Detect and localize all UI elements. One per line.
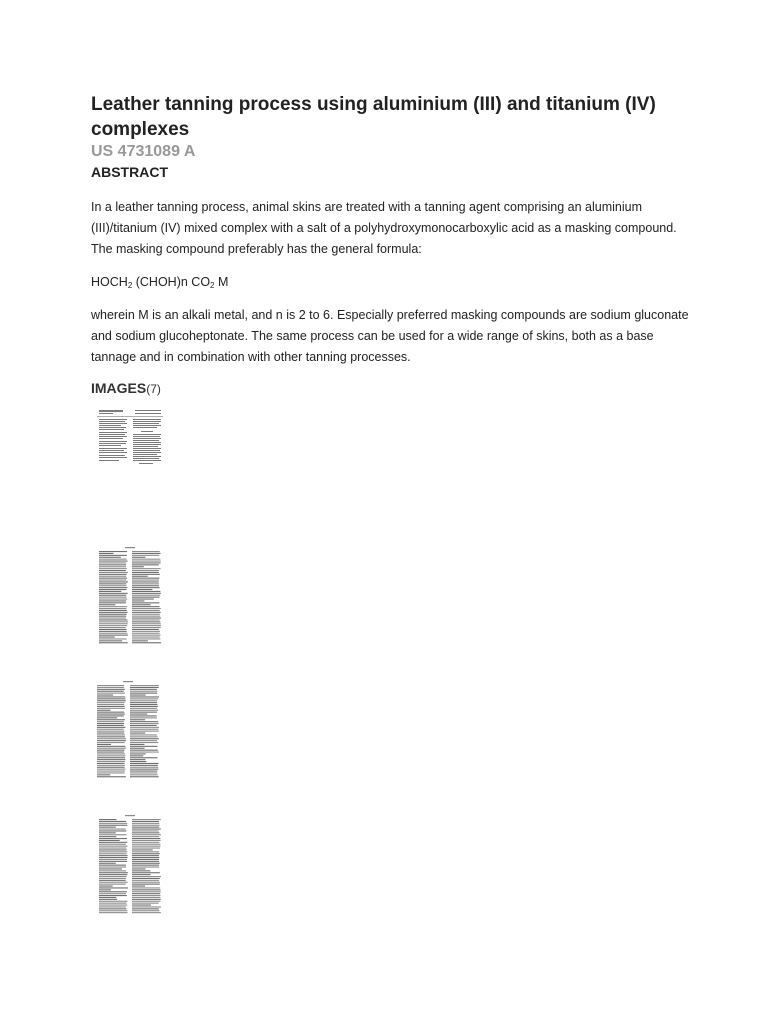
- patent-page-2-thumbnail[interactable]: [98, 546, 162, 646]
- page-text-image: [98, 546, 162, 646]
- formula-part: (CHOH)n CO: [132, 275, 211, 289]
- document-title: Leather tanning process using aluminium (III) and titanium (IV) complexes: [91, 94, 656, 140]
- page-text-image: [96, 680, 160, 780]
- images-heading-label: IMAGES: [91, 380, 147, 396]
- patent-page-3-thumbnail[interactable]: [96, 680, 160, 780]
- chemical-formula: [91, 272, 691, 293]
- images-heading: [91, 378, 691, 399]
- formula-subscript: 2: [127, 281, 133, 290]
- patent-page-1-thumbnail[interactable]: [97, 408, 163, 466]
- abstract-paragraph: wherein M is an alkali metal, and n is 2 to 6. Especially preferred masking compounds are sodium gluconate and sodium glucoheptonate. The same process can be used for a wide range of skins, both as a base tannage and in combination with other tanning processes.: [91, 308, 689, 364]
- formula-part: M: [214, 275, 229, 289]
- abstract-heading: ABSTRACT: [91, 164, 168, 180]
- images-count: (7): [146, 382, 161, 396]
- page-text-image: [98, 814, 162, 916]
- front-page-image: [97, 408, 163, 466]
- patent-number: US 4731089 A: [91, 143, 196, 160]
- formula-subscript: 2: [210, 281, 215, 290]
- patent-document: [91, 92, 691, 399]
- abstract-paragraph: In a leather tanning process, animal skins are treated with a tanning agent comprising an aluminium (III)/titanium (IV) mixed complex with a salt of a polyhydroxymonocarboxylic acid as a masking compound. The masking compound preferably has the general formula:: [91, 200, 677, 256]
- formula-part: HOCH: [91, 275, 128, 289]
- patent-page-4-thumbnail[interactable]: [98, 814, 162, 916]
